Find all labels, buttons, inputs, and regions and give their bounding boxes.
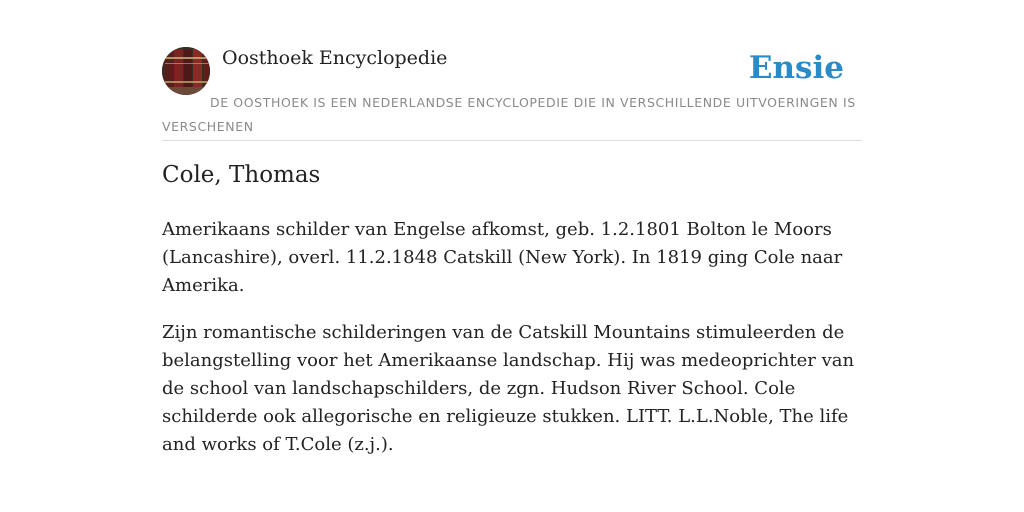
avatar[interactable] [162, 47, 210, 95]
site-title[interactable]: Oosthoek Encyclopedie [222, 47, 448, 69]
books-icon [162, 47, 210, 95]
site-tagline: DE OOSTHOEK IS EEN NEDERLANDSE ENCYCLOPEDIE DIE IN VERSCHILLENDE UITVOERINGEN IS VERSCHENEN [162, 95, 856, 134]
article-body [162, 216, 862, 478]
article-paragraph: Zijn romantische schilderingen van de Catskill Mountains stimuleerden de belangstelling voor het Amerikaanse landschap. Hij was medeoprichter van de school van landschapschilders, de zgn. Hudson River School. Cole schilderde ook allegorische en religieuze stukken. LITT. L.L.Noble, The life and works of T.Cole (z.j.). [162, 322, 855, 455]
article-title: Cole, Thomas [162, 162, 321, 188]
brand-logo[interactable]: Ensie [748, 50, 844, 86]
page-header [162, 0, 862, 141]
article-paragraph: Amerikaans schilder van Engelse afkomst, geb. 1.2.1801 Bolton le Moors (Lancashire), overl. 11.2.1848 Catskill (New York). In 1819 ging Cole naar Amerika. [162, 219, 843, 296]
page-container [162, 0, 862, 455]
